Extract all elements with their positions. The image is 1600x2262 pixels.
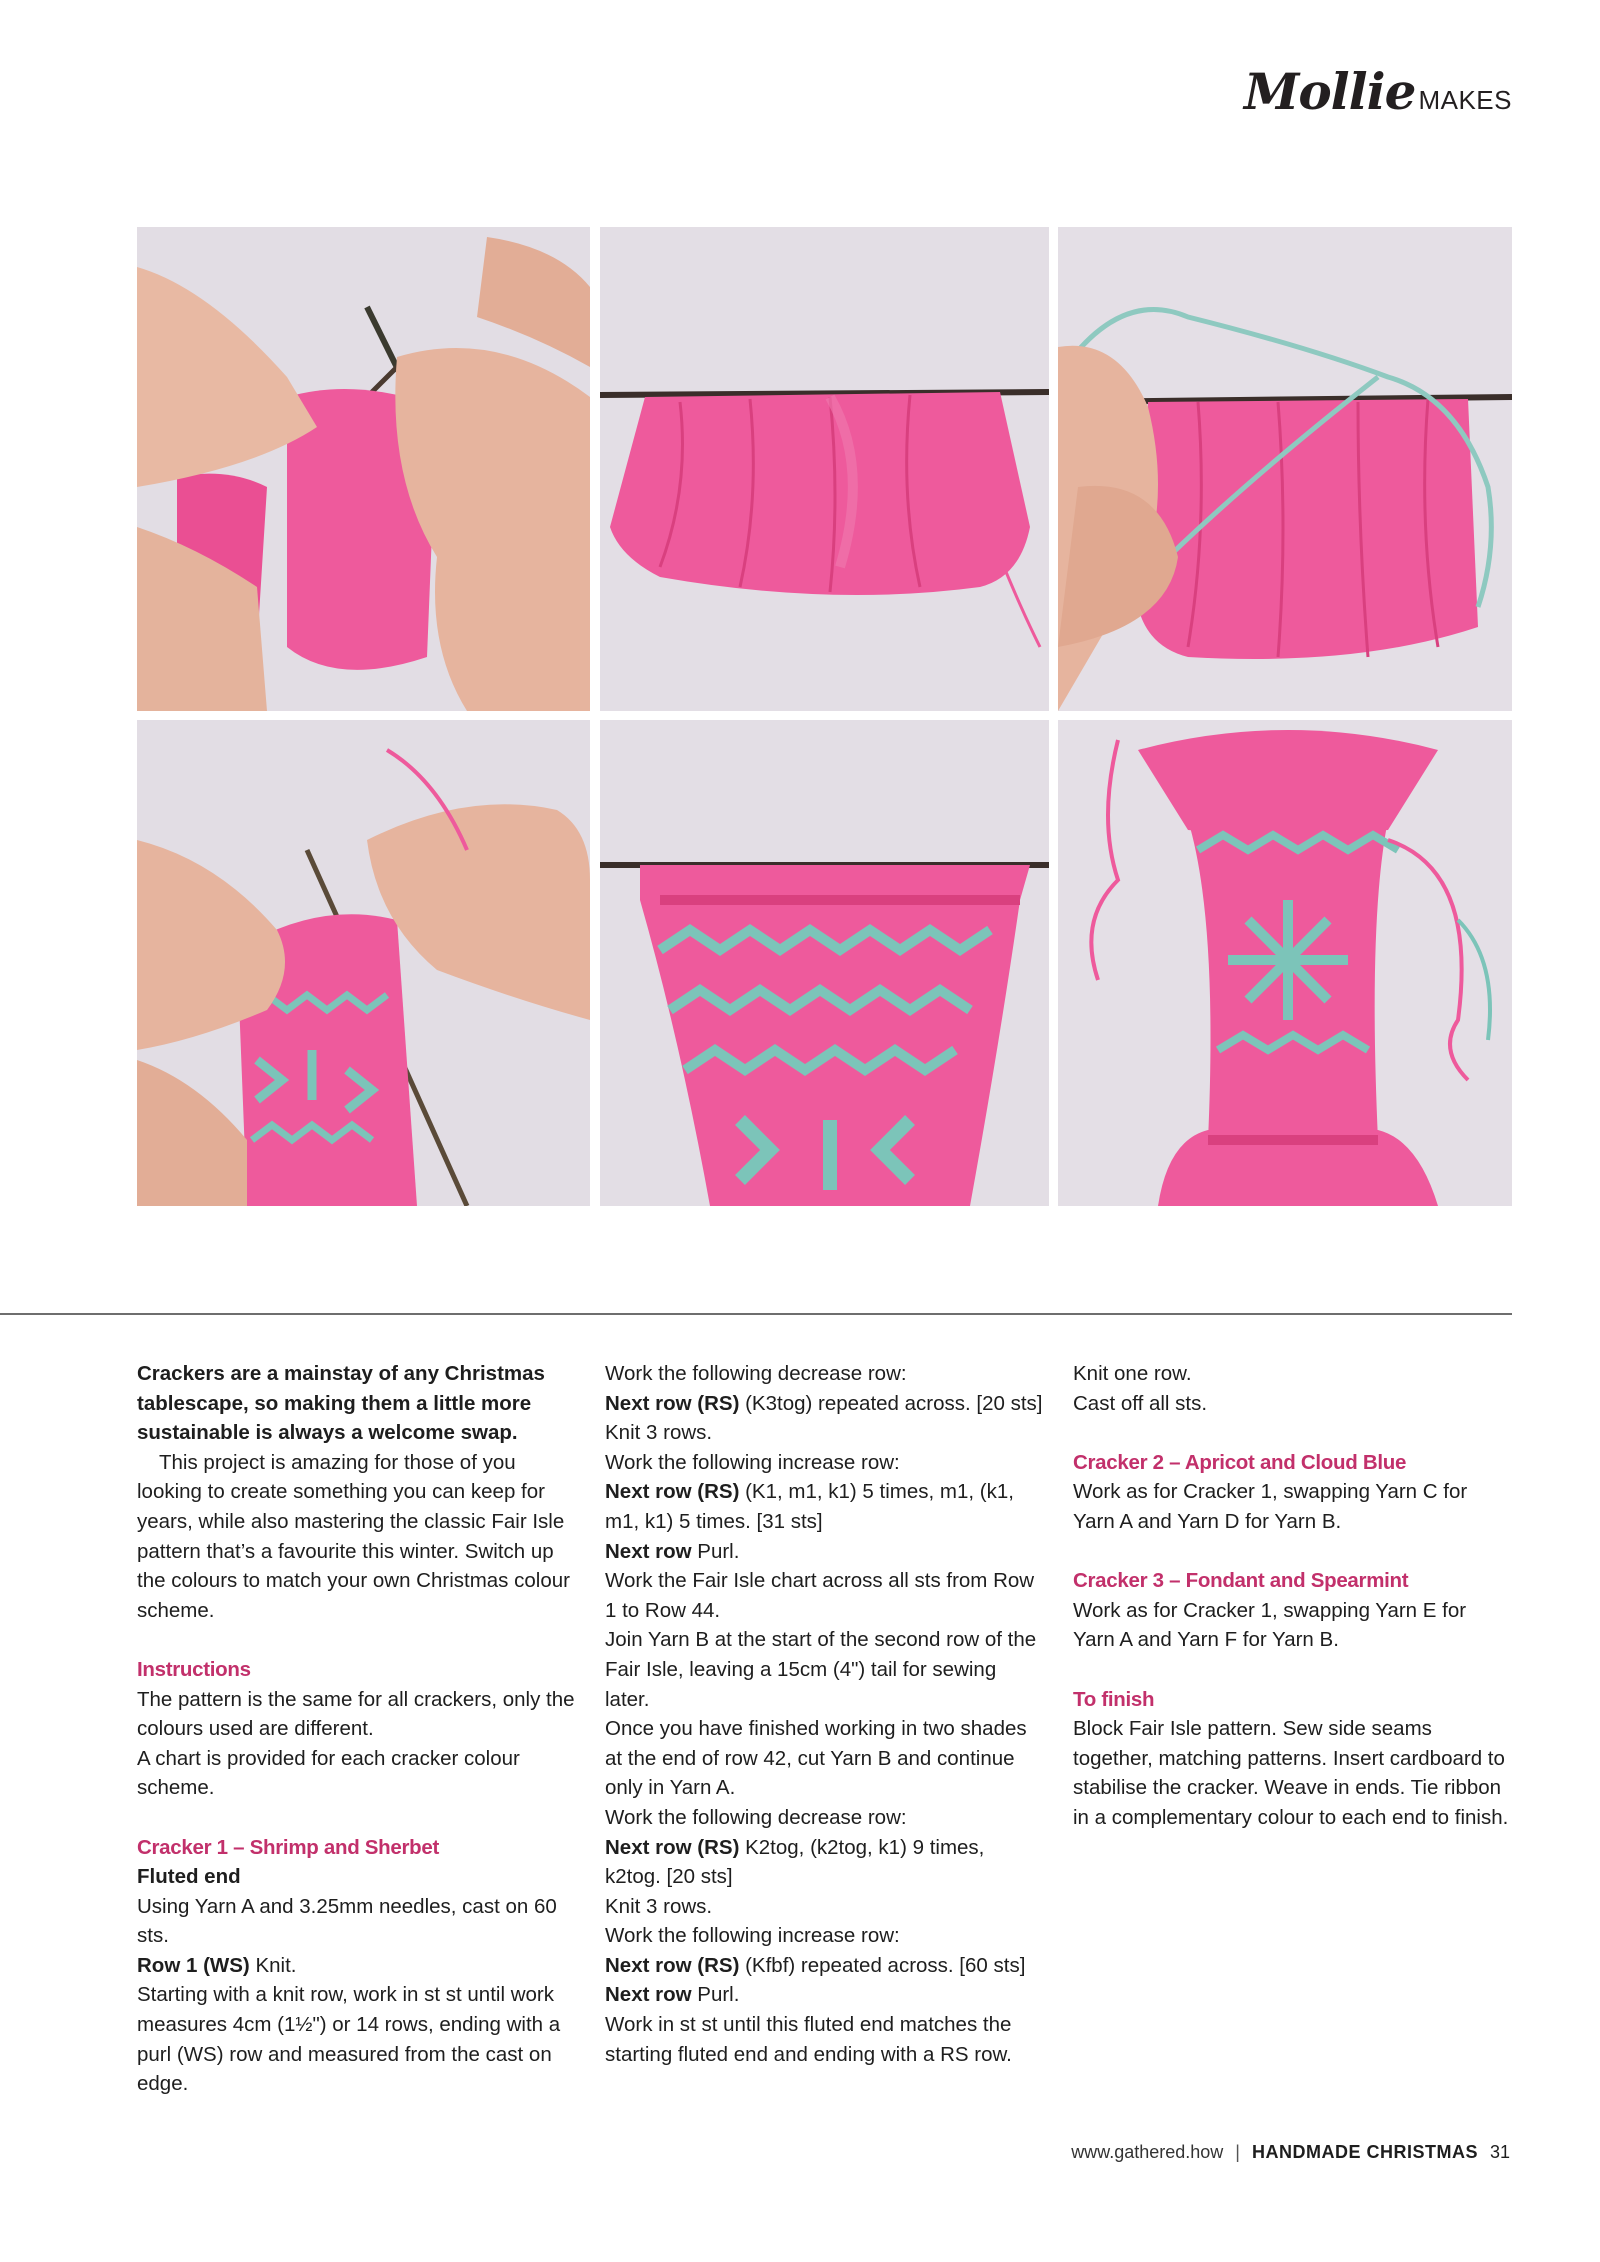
pattern-row [605,1477,1045,1536]
body-paragraph: The pattern is the same for all crackers, only the colours used are different. [137,1687,575,1741]
row-text: Purl. [691,1539,740,1563]
step-photo-grid [137,227,1512,1206]
pattern-row [605,1833,1045,1892]
step-photo-6 [1058,720,1512,1206]
body-paragraph: Block Fair Isle pattern. Sew side seams together, matching patterns. Insert cardboard to stabilise the cracker. Weave in ends. Tie ribbon in a complementary colour to each end to finish. [1073,1717,1509,1829]
pattern-row [605,1537,1045,1567]
row-label: Next row (RS) [605,1480,740,1504]
body-line: Cast off all sts. [1073,1391,1208,1415]
body-line: Work in st st until this fluted end matches the starting fluted end and ending with a RS row. [605,2013,1012,2066]
footer-section: HANDMADE CHRISTMAS [1251,2142,1478,2162]
step-photo-1 [137,227,590,711]
step-photo-2 [600,227,1049,711]
section-divider [0,1313,1512,1315]
body-paragraph: This project is amazing for those of you looking to create something you can keep for years, while also mastering the classic Fair Isle pattern that’s a favourite this winter. Switch up the colours to match your own Christmas colour scheme. [137,1450,570,1622]
footer-separator: | [1235,2142,1240,2162]
row-label: Next row [605,1539,692,1563]
body-line: Work the following decrease row: [605,1805,907,1829]
page-footer [1071,2142,1510,2163]
intro-paragraph: Crackers are a mainstay of any Christmas tablescape, so making them a little more sustainable is always a welcome swap. [137,1362,545,1445]
body-line: Join Yarn B at the start of the second row of the Fair Isle, leaving a 15cm (4") tail for sewing later. [605,1628,1037,1711]
body-line: Once you have finished working in two shades at the end of row 42, cut Yarn B and continue only in Yarn A. [605,1717,1027,1800]
row-text: K2tog, (k2tog, k1) 9 times, k2tog. [20 sts] [605,1835,985,1889]
row-text: Purl. [691,1983,740,2007]
body-line: Work the Fair Isle chart across all sts from Row 1 to Row 44. [605,1569,1035,1622]
step-photo-3 [1058,227,1512,711]
row-text: Knit. [249,1953,297,1977]
body-line: Knit 3 rows. [605,1421,713,1445]
brand-logo [1244,62,1512,121]
heading-cracker-3: Cracker 3 – Fondant and Spearmint [1073,1569,1409,1593]
row-label: Next row (RS) [605,1953,740,1977]
row-text: (K3tog) repeated across. [20 sts] [739,1391,1043,1415]
body-line: Knit 3 rows. [605,1894,713,1918]
body-line: Knit one row. [1073,1362,1192,1385]
heading-instructions: Instructions [137,1657,251,1681]
step-photo-4 [137,720,590,1206]
footer-url: www.gathered.how [1071,2142,1224,2162]
brand-logo-script: Mollie [1243,62,1416,121]
body-line: Work the following decrease row: [605,1362,907,1385]
article-column-3 [1073,1359,1513,1833]
body-paragraph: Starting with a knit row, work in st st until work measures 4cm (1½") or 14 rows, ending with a purl (WS) row and measured from the cast on edge. [137,1983,561,2096]
body-line: Work the following increase row: [605,1450,900,1474]
row-label: Next row (RS) [605,1835,740,1859]
row-label: Next row (RS) [605,1391,740,1415]
pattern-row [137,1951,577,1981]
article-column-1 [137,1359,577,2099]
row-text: (Kfbf) repeated across. [60 sts] [739,1953,1026,1977]
body-paragraph: Using Yarn A and 3.25mm needles, cast on 60 sts. [137,1894,557,1948]
pattern-row [605,1951,1045,1981]
heading-cracker-2: Cracker 2 – Apricot and Cloud Blue [1073,1450,1407,1474]
body-paragraph: Work as for Cracker 1, swapping Yarn E for Yarn A and Yarn F for Yarn B. [1073,1598,1467,1652]
pattern-row [605,1389,1045,1419]
row-label: Row 1 (WS) [137,1953,250,1977]
heading-to-finish: To finish [1073,1687,1155,1711]
row-label: Next row [605,1983,692,2007]
heading-cracker-1: Cracker 1 – Shrimp and Sherbet [137,1835,440,1859]
article-column-2 [605,1359,1045,2069]
pattern-row [605,1980,1045,2010]
body-line: Work the following increase row: [605,1924,900,1948]
subheading-fluted-end: Fluted end [137,1865,241,1889]
brand-logo-caps: MAKES [1418,85,1512,115]
page-number: 31 [1489,2142,1510,2162]
step-photo-5 [600,720,1049,1206]
body-paragraph: Work as for Cracker 1, swapping Yarn C for Yarn A and Yarn D for Yarn B. [1073,1480,1468,1533]
body-paragraph: A chart is provided for each cracker colour scheme. [137,1746,520,1800]
row-text: (K1, m1, k1) 5 times, m1, (k1, m1, k1) 5 times. [31 sts] [605,1480,1014,1533]
